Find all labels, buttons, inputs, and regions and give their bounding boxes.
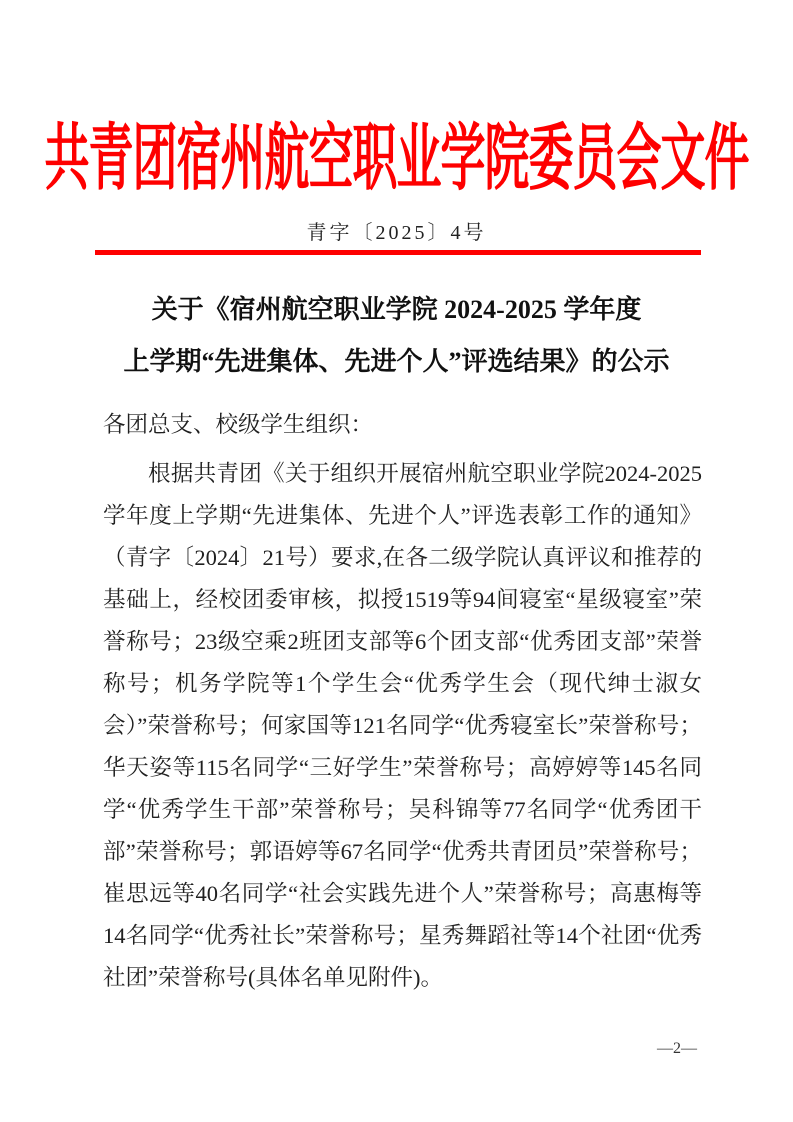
body-paragraph: 根据共青团《关于组织开展宿州航空职业学院2024-2025学年度上学期“先进集体、先进个人”评选表彰工作的通知》（青字〔2024〕21号）要求,在各二级学院认真评议和推荐的基础上，经校团委审核，拟授1519等94间寝室“星级寝室”荣誉称号；23级空乘2班团支部等6个团支部“优秀团支部”荣誉称号；机务学院等1个学生会“优秀学生会（现代绅士淑女会）”荣誉称号；何家国等121名同学“优秀寝室长”荣誉称号；华天姿等115名同学“三好学生”荣誉称号；高婷婷等145名同学“优秀学生干部”荣誉称号；吴科锦等77名同学“优秀团干部”荣誉称号；郭语婷等67名同学“优秀共青团员”荣誉称号；崔思远等40名同学“社会实践先进个人”荣誉称号；高惠梅等14名同学“优秀社长”荣誉称号；星秀舞蹈社等14个社团“优秀社团”荣誉称号(具体名单见附件)。 xyxy=(103,461,702,990)
red-divider-rule xyxy=(95,250,701,255)
red-header-title: 共青团宿州航空职业学院委员会文件 xyxy=(44,116,749,200)
document-title xyxy=(60,284,733,388)
page-number: —2— xyxy=(657,1040,697,1057)
document-number: 青字〔2025〕4号 xyxy=(306,222,487,244)
document-title-line1: 关于《宿州航空职业学院 2024-2025 学年度 xyxy=(151,295,642,324)
document-title-line2: 上学期“先进集体、先进个人”评选结果》的公示 xyxy=(123,347,670,376)
document-body xyxy=(103,404,702,999)
salutation: 各团总支、校级学生组织： xyxy=(103,412,374,437)
